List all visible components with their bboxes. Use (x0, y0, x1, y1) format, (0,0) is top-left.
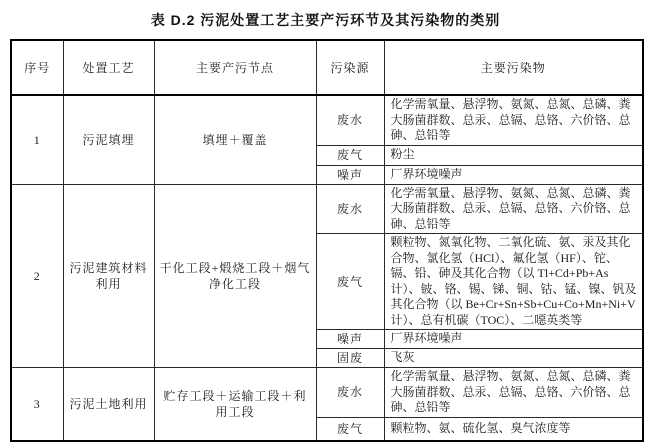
source-cell: 废水 (316, 95, 384, 145)
process-cell: 污泥土地利用 (63, 368, 154, 442)
source-cell: 废水 (316, 184, 384, 234)
table-row (11, 184, 643, 234)
pollutants-cell: 厂界环境噪声 (384, 330, 643, 349)
table-row (11, 368, 643, 418)
source-cell: 固废 (316, 349, 384, 368)
source-cell: 废气 (316, 234, 384, 330)
source-cell: 废水 (316, 368, 384, 418)
pollutants-cell: 化学需氧量、悬浮物、氨氮、总氮、总磷、粪大肠菌群数、总汞、总镉、总铬、六价铬、总砷、总铅等 (384, 95, 643, 145)
pollutants-cell: 化学需氧量、悬浮物、氨氮、总氮、总磷、粪大肠菌群数、总汞、总镉、总铬、六价铬、总砷、总铅等 (384, 184, 643, 234)
table-header-row (11, 40, 643, 95)
pollutants-cell: 颗粒物、氮氧化物、二氧化硫、氨、汞及其化合物、氯化氢（HCl）、氟化氢（HF）、铊、镉、铅、砷及其化合物（以 Tl+Cd+Pb+As 计）、铍、铬、锡、锑、铜、钴、锰、镍、钒及其化合物（以 Be+Cr+Sn+Sb+Cu+Co+Mn+Ni+V 计）、总有机碳（TOC）、二噁英类等 (384, 234, 643, 330)
pollutants-cell: 颗粒物、氨、硫化氢、臭气浓度等 (384, 417, 643, 441)
header-nodes: 主要产污节点 (154, 40, 316, 95)
table-row (11, 95, 643, 145)
header-process: 处置工艺 (63, 40, 154, 95)
nodes-cell: 干化工段+煅烧工段＋烟气净化工段 (154, 184, 316, 368)
nodes-cell: 贮存工段＋运输工段＋利用工段 (154, 368, 316, 442)
header-source: 污染源 (316, 40, 384, 95)
header-pollutants: 主要污染物 (384, 40, 643, 95)
pollutants-cell: 粉尘 (384, 145, 643, 165)
process-cell: 污泥填埋 (63, 95, 154, 184)
header-index: 序号 (11, 40, 63, 95)
nodes-cell: 填埋＋覆盖 (154, 95, 316, 184)
source-cell: 噪声 (316, 165, 384, 184)
source-cell: 噪声 (316, 330, 384, 349)
pollution-table (10, 39, 644, 442)
index-cell: 2 (11, 184, 63, 368)
pollutants-cell: 飞灰 (384, 349, 643, 368)
index-cell: 3 (11, 368, 63, 442)
source-cell: 废气 (316, 145, 384, 165)
source-cell: 废气 (316, 417, 384, 441)
pollutants-cell: 厂界环境噪声 (384, 165, 643, 184)
pollutants-cell: 化学需氧量、悬浮物、氨氮、总氮、总磷、粪大肠菌群数、总汞、总镉、总铬、六价铬、总砷、总铅等 (384, 368, 643, 418)
index-cell: 1 (11, 95, 63, 184)
process-cell: 污泥建筑材料利用 (63, 184, 154, 368)
page-title: 表 D.2 污泥处置工艺主要产污环节及其污染物的类别 (150, 12, 501, 28)
